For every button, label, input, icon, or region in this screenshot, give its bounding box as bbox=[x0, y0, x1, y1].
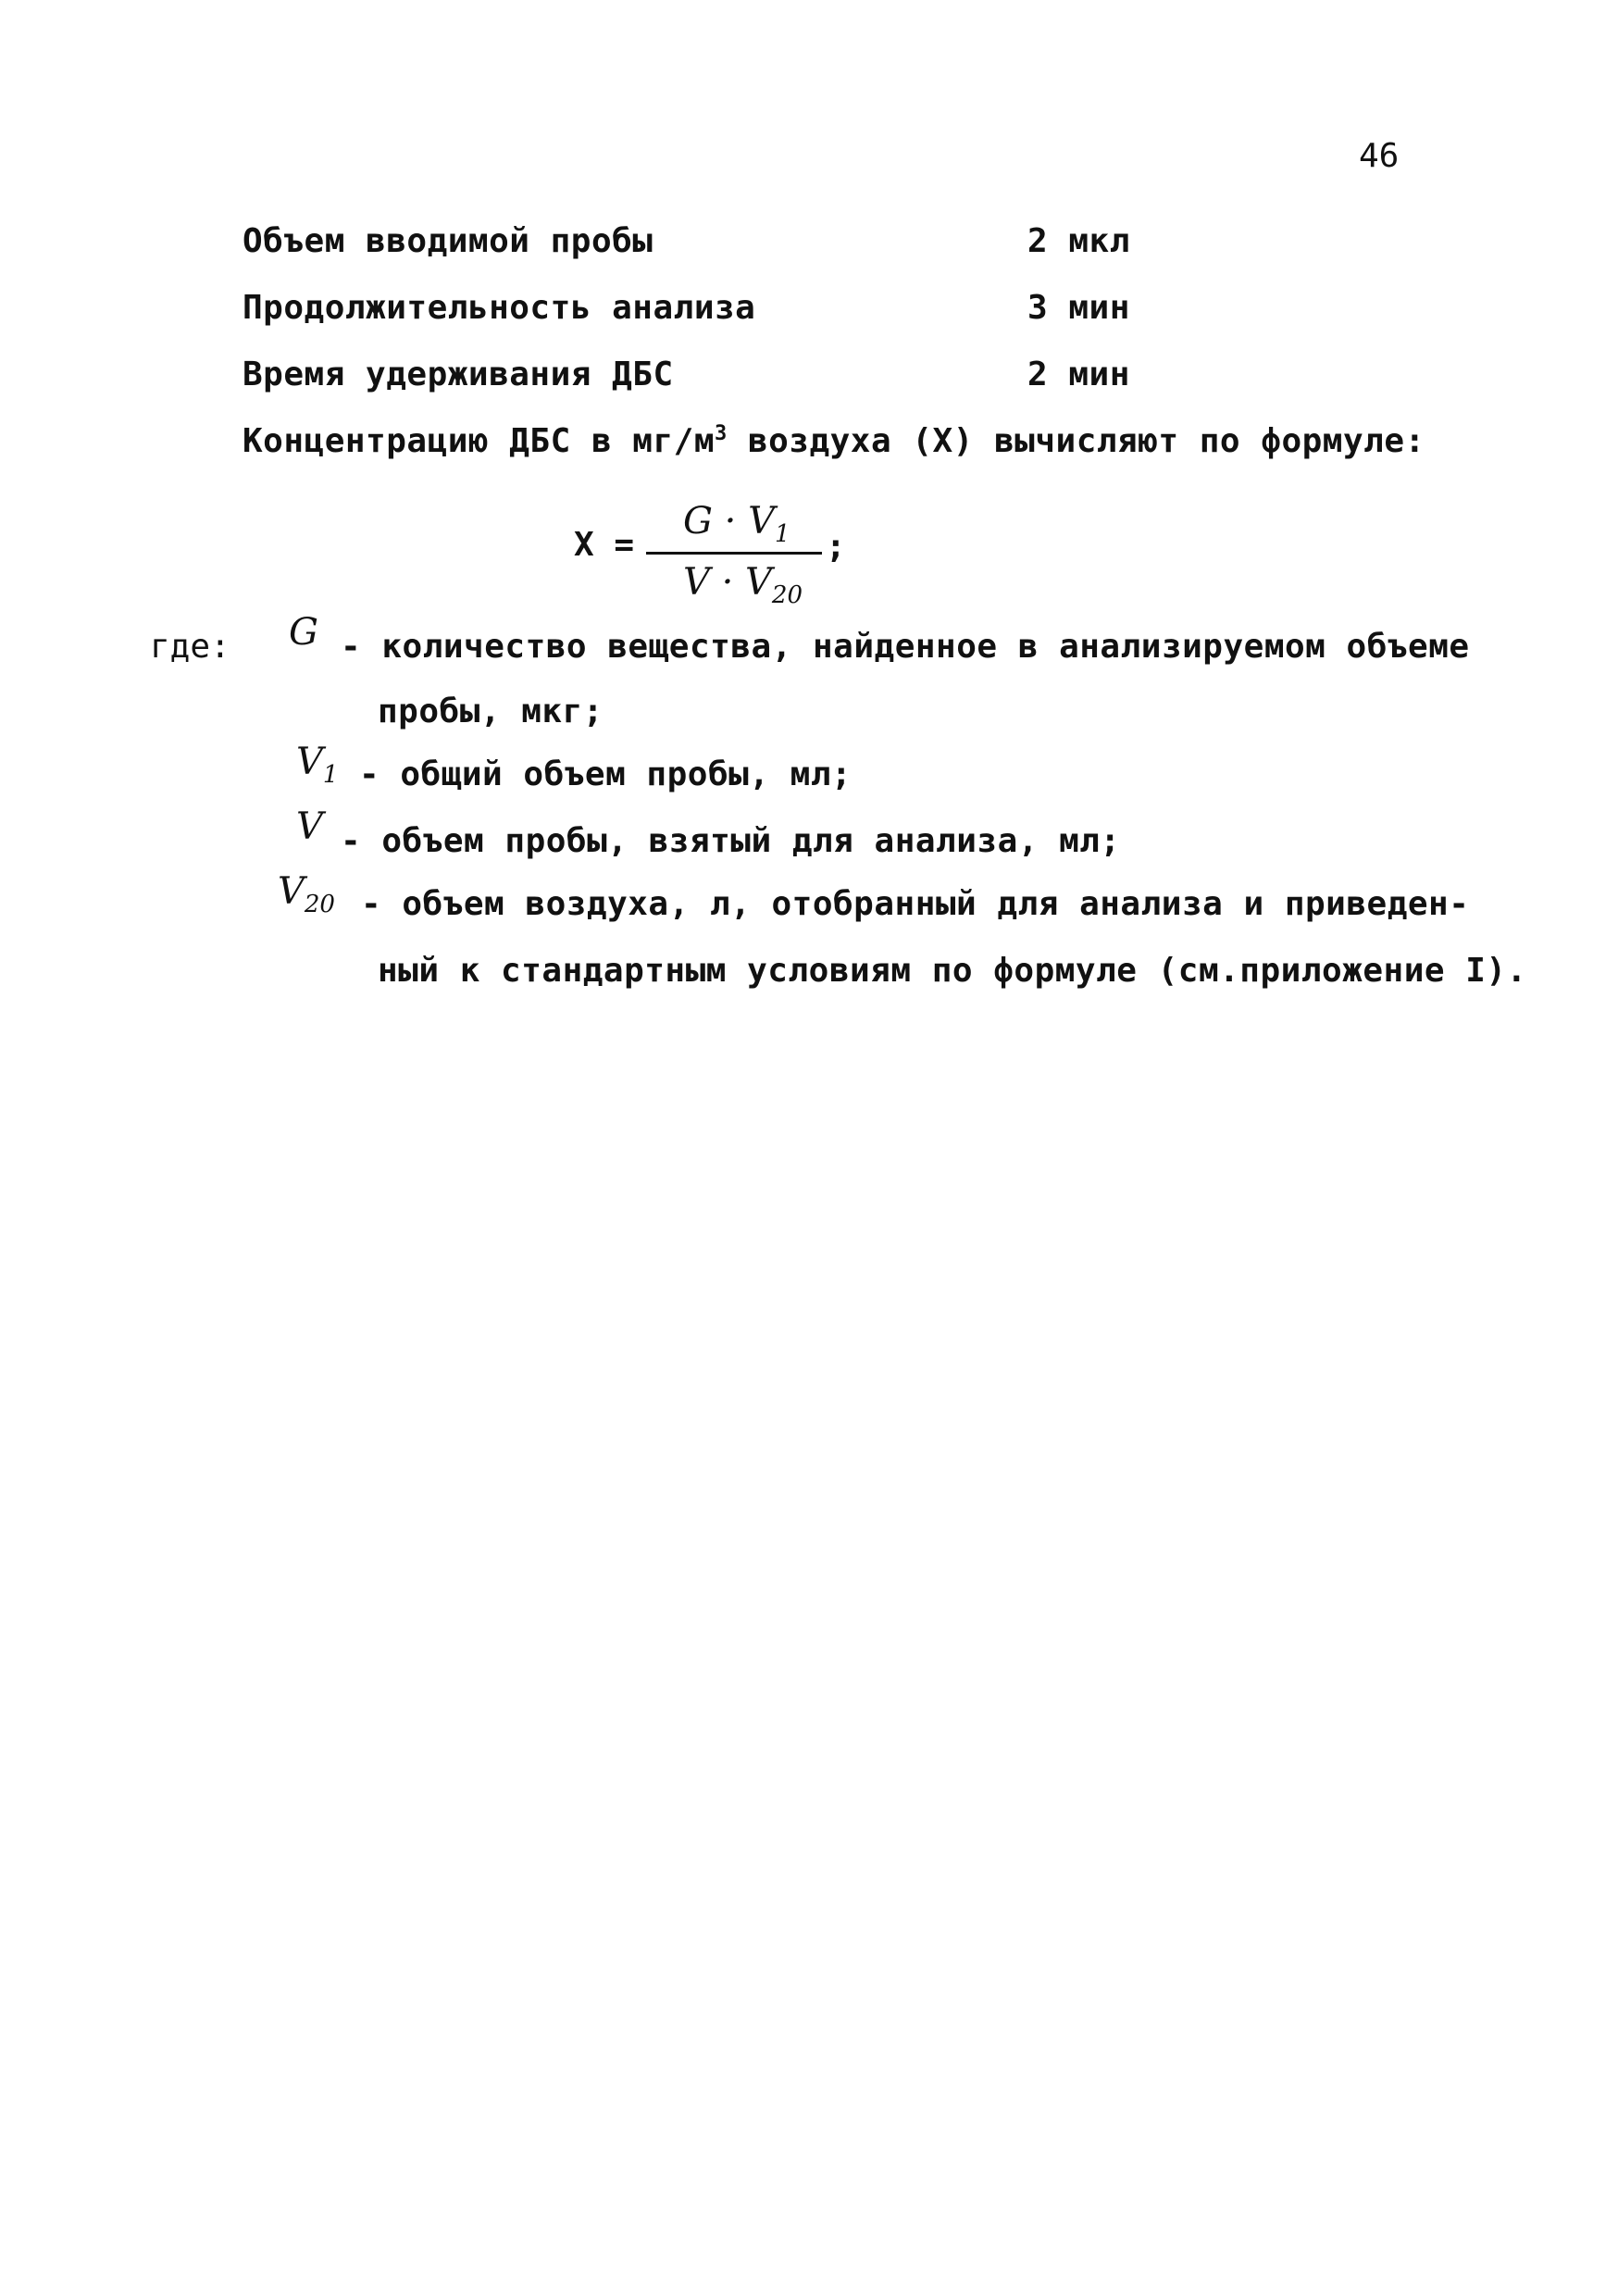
param-label: Продолжительность анализа bbox=[243, 289, 756, 327]
symbol-text: V bbox=[296, 805, 323, 848]
definition-symbol-v20 bbox=[278, 870, 335, 918]
formula-denominator bbox=[683, 561, 803, 609]
symbol-text: G bbox=[289, 611, 318, 654]
definition-text: - объем воздуха, л, отобранный для анализа и приведен- bbox=[361, 885, 1470, 923]
param-value: 2 мин bbox=[1027, 356, 1130, 393]
param-value: 3 мин bbox=[1027, 289, 1130, 327]
symbol-sub: 1 bbox=[322, 761, 339, 789]
param-label: Время удерживания ДБС bbox=[243, 356, 674, 393]
param-value: 2 мкл bbox=[1027, 222, 1130, 260]
symbol-sub: 20 bbox=[304, 891, 335, 918]
page-number: 46 bbox=[1359, 137, 1400, 175]
formula-semicolon: ; bbox=[826, 528, 846, 566]
formula-numerator-text: G · V bbox=[683, 500, 775, 543]
fraction-bar bbox=[646, 552, 822, 555]
param-row-sample-volume bbox=[243, 222, 1168, 268]
formula-denominator-text: V · V bbox=[683, 561, 772, 604]
formula-denominator-sub: 20 bbox=[771, 581, 803, 609]
definition-text: - объем пробы, взятый для анализа, мл; bbox=[341, 822, 1121, 860]
definition-symbol-g bbox=[289, 611, 318, 654]
formula-fraction bbox=[646, 500, 822, 620]
concentration-intro bbox=[243, 422, 1425, 460]
formula-numerator bbox=[683, 500, 790, 548]
param-row-analysis-duration bbox=[243, 289, 1168, 335]
symbol-text: V bbox=[296, 741, 323, 783]
concentration-text-sup: 3 bbox=[715, 422, 728, 445]
where-label: где: bbox=[150, 628, 230, 666]
formula bbox=[574, 500, 870, 620]
concentration-text-before: Концентрацию ДБС в мг/м bbox=[243, 422, 715, 460]
definition-text: - общий объем пробы, мл; bbox=[359, 755, 853, 793]
definition-text-continued: ный к стандартным условиям по формуле (см.приложение I). bbox=[378, 952, 1527, 990]
concentration-text-after: воздуха (X) вычисляют по формуле: bbox=[727, 422, 1425, 460]
param-row-retention-time bbox=[243, 356, 1168, 402]
definition-text-continued: пробы, мкг; bbox=[378, 693, 604, 730]
symbol-text: V bbox=[278, 870, 305, 913]
formula-numerator-sub: 1 bbox=[774, 520, 790, 548]
definition-symbol-v bbox=[296, 805, 323, 848]
definition-symbol-v1 bbox=[296, 741, 339, 789]
param-label: Объем вводимой пробы bbox=[243, 222, 653, 260]
definition-text: - количество вещества, найденное в анализируемом объеме bbox=[341, 628, 1470, 666]
formula-lhs: X = bbox=[574, 526, 635, 564]
